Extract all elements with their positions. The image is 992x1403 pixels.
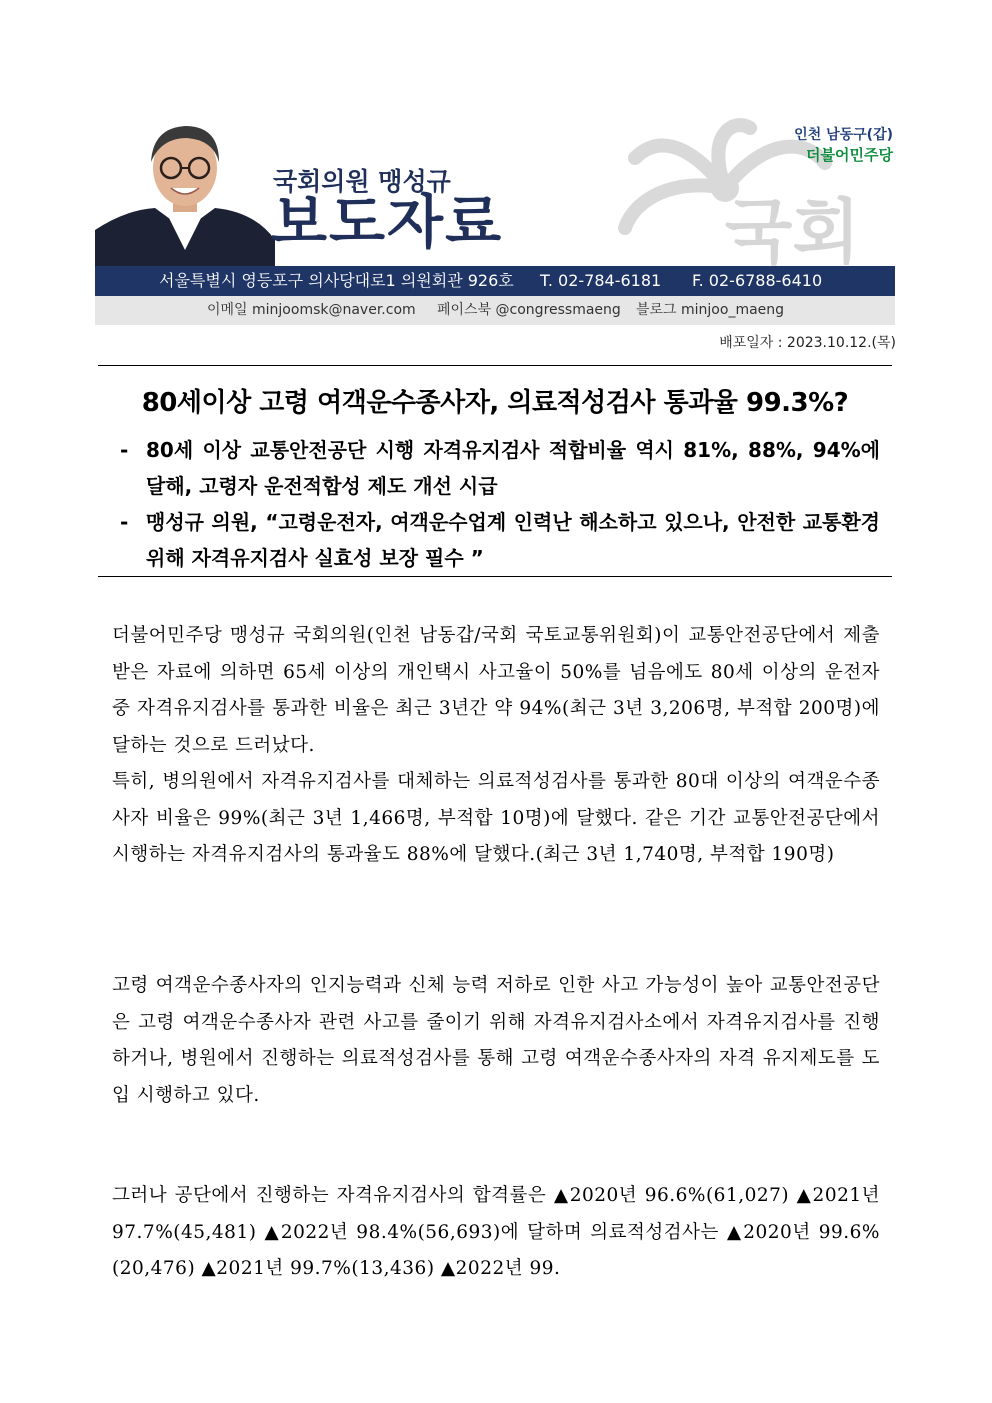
address-bar <box>95 266 895 296</box>
email-contact: 이메일 minjoomsk@naver.com <box>207 302 416 318</box>
subheadline-dash: - <box>120 438 129 462</box>
office-address: 서울특별시 영등포구 의사당대로1 의원회관 926호 <box>159 271 514 290</box>
party-logo <box>794 124 893 165</box>
member-portrait <box>95 110 275 266</box>
headline: 80세이상 고령 여객운수종사자, 의료적성검사 통과율 99.3%? <box>141 388 849 418</box>
phone-number: T. 02-784-6181 <box>540 271 662 290</box>
headline-divider <box>98 576 892 577</box>
contact-bar <box>95 296 895 325</box>
party-region: 인천 남동구(갑) <box>794 127 893 143</box>
body-paragraph: 특히, 병의원에서 자격유지검사를 대체하는 의료적성검사를 통과한 80대 이상의 여객운수종사자 비율은 99%(최근 3년 1,466명, 부적합 10명)에 달했다. 같은 기간 교통안전공단에서 시행하는 자격유지검사의 통과율도 88%에 달했다.(최근 3년 1,740명, 부적합 190명) <box>112 771 880 865</box>
body-paragraph: 그러나 공단에서 진행하는 자격유지검사의 합격률은 ▲2020년 96.6%(61,027) ▲2021년 97.7%(45,481) ▲2022년 98.4%(56,693)에 달하며 의료적성검사는 ▲2020년 99.6%(20,476) ▲2021년 99.7%(13,436) ▲2022년 99. <box>112 1185 880 1279</box>
subheadline-1 <box>120 432 880 504</box>
press-release-title: 보도자료 <box>271 188 504 256</box>
watermark-text: 국회 <box>724 191 860 266</box>
body-paragraph: 더불어민주당 맹성규 국회의원(인천 남동갑/국회 국토교통위원회)이 교통안전공단에서 제출받은 자료에 의하면 65세 이상의 개인택시 사고율이 50%를 넘음에도 80세 이상의 운전자 중 자격유지검사를 통과한 비율은 최근 3년간 약 94%(최근 3년 3,206명, 부적합 200명)에 달하는 것으로 드러났다. <box>112 625 880 756</box>
top-divider <box>98 365 892 366</box>
press-header <box>95 110 895 325</box>
body-paragraphs-3 <box>112 1178 880 1288</box>
subheadline-dash: - <box>120 510 129 534</box>
facebook-contact: 페이스북 @congressmaeng <box>437 302 621 318</box>
subheadline-2 <box>120 504 880 576</box>
release-date: 배포일자 : 2023.10.12.(목) <box>719 335 896 351</box>
subheadline-text: 80세 이상 교통안전공단 시행 자격유지검사 적합비율 역시 81%, 88%, 94%에 달해, 고령자 운전적합성 제도 개선 시급 <box>146 438 880 498</box>
fax-number: F. 02-6788-6410 <box>692 271 823 290</box>
party-name: 더불어민주당 <box>806 146 893 164</box>
body-paragraphs-1 <box>112 618 880 874</box>
subheadline-text: 맹성규 의원, “고령운전자, 여객운수업계 인력난 해소하고 있으나, 안전한 교통환경 위해 자격유지검사 실효성 보장 필수 ” <box>146 510 880 570</box>
member-label: 국회의원 맹성규 <box>273 167 451 196</box>
body-paragraphs-2 <box>112 968 880 1114</box>
blog-contact: 블로그 minjoo_maeng <box>636 302 785 318</box>
body-paragraph: 고령 여객운수종사자의 인지능력과 신체 능력 저하로 인한 사고 가능성이 높아 교통안전공단은 고령 여객운수종사자 관련 사고를 줄이기 위해 자격유지검사소에서 자격유지검사를 진행하거나, 병원에서 진행하는 의료적성검사를 통해 고령 여객운수종사자의 자격 유지제도를 도입 시행하고 있다. <box>112 975 880 1106</box>
